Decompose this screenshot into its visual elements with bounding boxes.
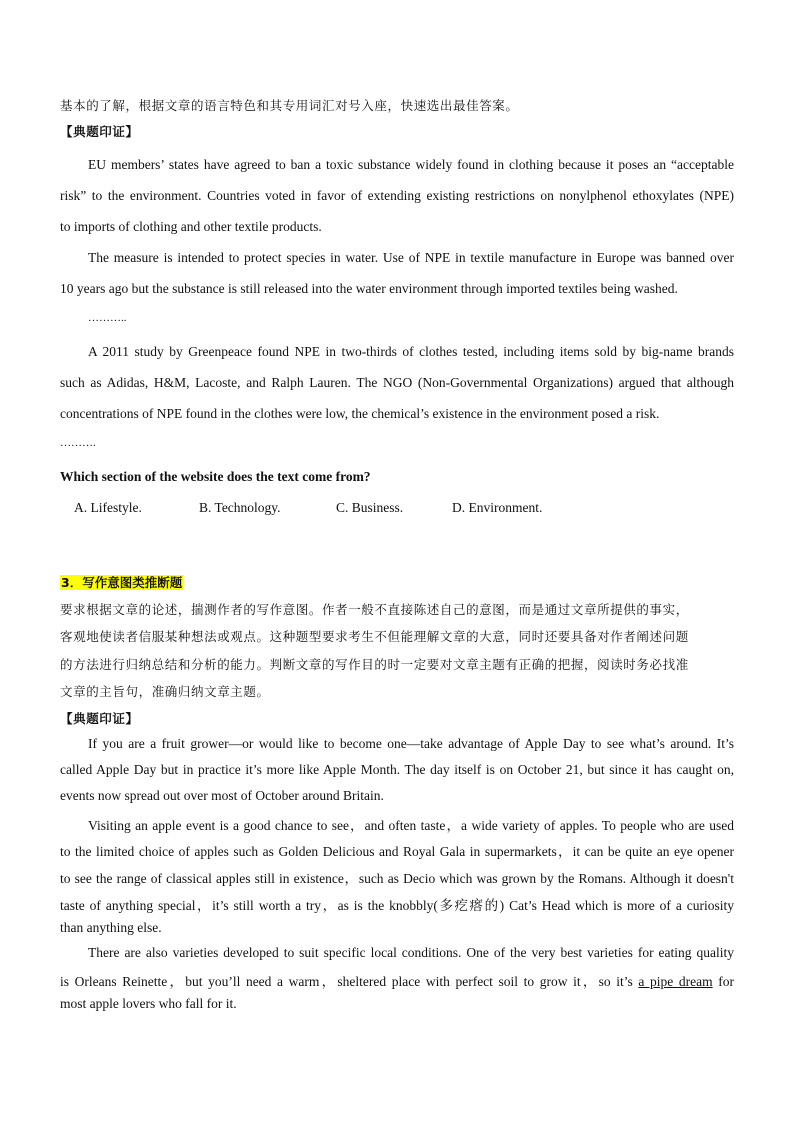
- passage-line: most apple lovers who fall for it.: [60, 996, 237, 1011]
- option-b: B. Technology.: [199, 500, 281, 515]
- passage-line: than anything else.: [60, 920, 162, 935]
- ellipsis: ………..: [88, 312, 127, 324]
- passage-line: Visiting an apple event is a good chance to see，and often taste，a wide variety of apples. To people who are used: [88, 818, 734, 833]
- passage-line: taste of anything special，it’s still worth a try，as is the knobbly(多疙瘩的) Cat’s Head which is more of a curiosity: [60, 898, 734, 913]
- underlined-phrase: a pipe dream: [638, 974, 713, 989]
- intro-text: 基本的了解，根据文章的语言特色和其专用词汇对号入座，快速选出最佳答案。: [60, 98, 519, 113]
- passage-line: 10 years ago but the substance is still released into the water environment through imported textiles being washed.: [60, 281, 678, 296]
- passage-line: called Apple Day but in practice it’s more like Apple Month. The day itself is on October 21, but since it has caught on,: [60, 762, 734, 777]
- passage-line: If you are a fruit grower—or would like to become one—take advantage of Apple Day to see what’s around. It’s: [88, 736, 734, 751]
- description-line: 文章的主旨句，准确归纳文章主题。: [60, 684, 270, 699]
- passage-line: such as Adidas, H&M, Lacoste, and Ralph Lauren. The NGO (Non-Governmental Organizations) argued that although: [60, 375, 734, 390]
- section-heading: [60, 573, 734, 592]
- passage-line: There are also varieties developed to suit specific local conditions. One of the very best varieties for eating quality: [88, 945, 734, 960]
- passage-text: is Orleans Reinette，but you’ll need a warm，sheltered place with perfect soil to grow it，so it’s: [60, 974, 633, 989]
- passage-line: EU members’ states have agreed to ban a toxic substance widely found in clothing because it poses an “acceptable: [88, 157, 734, 172]
- question-text: Which section of the website does the text come from?: [60, 469, 371, 484]
- section-heading-text: 3．写作意图类推断题: [61, 575, 183, 590]
- passage-line: to the limited choice of apples such as Golden Delicious and Royal Gala in supermarkets，it can be quite an eye opener: [60, 844, 734, 859]
- passage-line: [60, 970, 734, 990]
- passage-line: events now spread out over most of October around Britain.: [60, 788, 384, 803]
- passage-line: to imports of clothing and other textile products.: [60, 219, 322, 234]
- example-label: 【典题印证】: [60, 124, 139, 139]
- option-d: D. Environment.: [452, 500, 543, 515]
- option-c: C. Business.: [336, 500, 404, 515]
- passage-text: for: [718, 974, 735, 989]
- description-line: 客观地使读者信服某种想法或观点。这种题型要求考生不但能理解文章的大意，同时还要具备对作者阐述问题: [60, 629, 689, 644]
- description-line: 要求根据文章的论述，揣测作者的写作意图。作者一般不直接陈述自己的意图，而是通过文章所提供的事实，: [60, 602, 689, 617]
- passage-line: A 2011 study by Greenpeace found NPE in two-thirds of clothes tested, including items sold by big-name brands: [88, 344, 734, 359]
- passage-line: concentrations of NPE found in the clothes were low, the chemical’s existence in the environment posed a risk.: [60, 406, 660, 421]
- description-line: 的方法进行归纳总结和分析的能力。判断文章的写作目的时一定要对文章主题有正确的把握，阅读时务必找准: [60, 657, 689, 672]
- passage-line: The measure is intended to protect species in water. Use of NPE in textile manufacture in Europe was banned over: [88, 250, 734, 265]
- passage-line: to see the range of classical apples still in existence，such as Decio which was grown by the Romans. Although it doesn't: [60, 871, 734, 886]
- passage-line: risk” to the environment. Countries voted in favor of extending existing restrictions on nonylphenol ethoxylates (NPE): [60, 188, 734, 203]
- ellipsis: ……….: [60, 437, 96, 449]
- example-label: 【典题印证】: [60, 711, 139, 726]
- option-a: A. Lifestyle.: [74, 500, 142, 515]
